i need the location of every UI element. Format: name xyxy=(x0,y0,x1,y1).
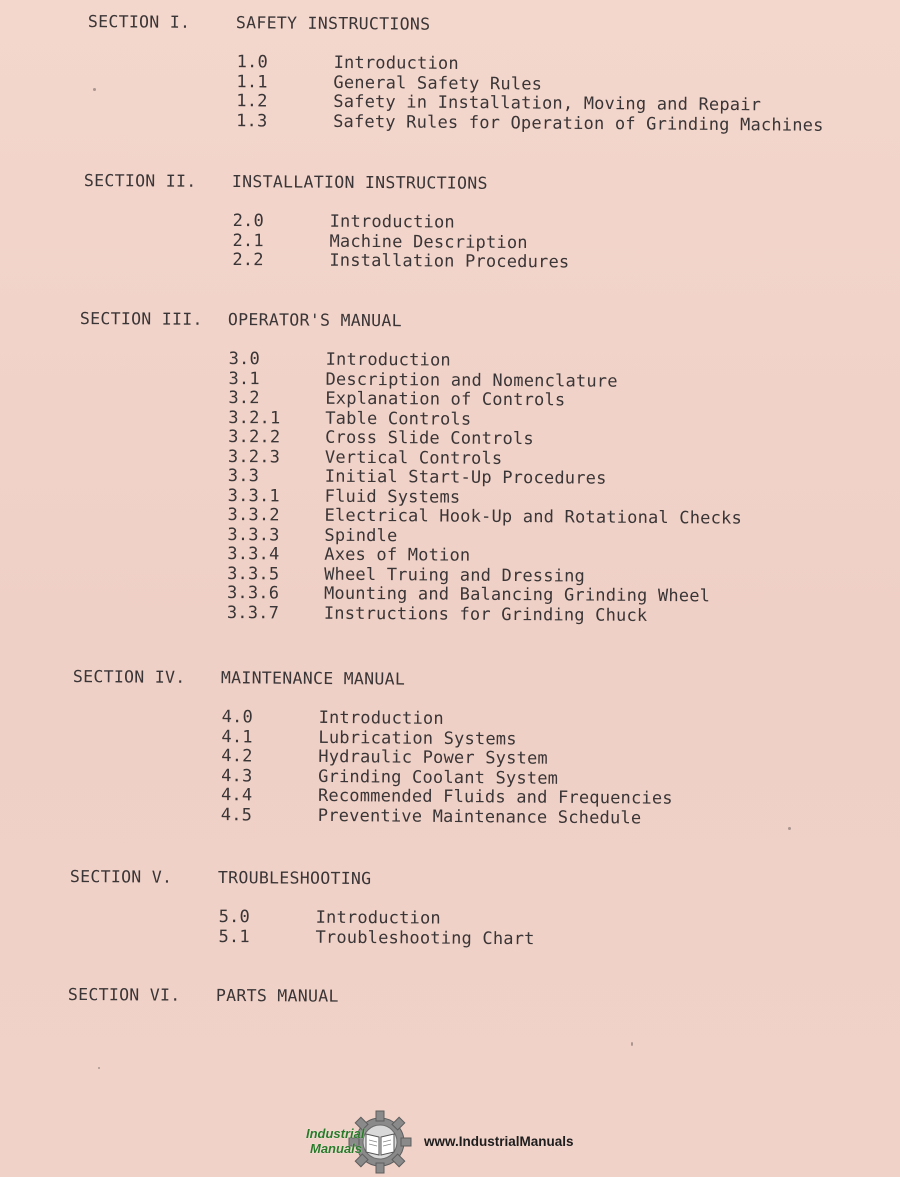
entry-number: 3.2.2 xyxy=(228,427,281,448)
entry-number: 4.1 xyxy=(221,726,253,747)
entry-number: 1.3 xyxy=(236,110,268,131)
section-items xyxy=(232,212,900,275)
section-number: SECTION II. xyxy=(83,171,197,191)
entry-number: 4.5 xyxy=(220,804,253,825)
entry-title: Introduction xyxy=(329,211,455,233)
section-items xyxy=(221,708,893,830)
section-title: OPERATOR'S MANUAL xyxy=(227,310,402,331)
section-items xyxy=(236,53,900,136)
entry-number: 5.1 xyxy=(218,926,250,947)
entry-title: Table Controls xyxy=(325,408,472,430)
entry-title: General Safety Rules xyxy=(333,72,543,95)
entry-number: 3.3.7 xyxy=(226,602,280,623)
entry-title: Vertical Controls xyxy=(324,447,503,469)
toc-entry xyxy=(232,251,900,275)
entry-number: 4.0 xyxy=(221,707,254,728)
section-items xyxy=(227,350,900,628)
entry-number: 3.0 xyxy=(228,349,261,370)
logo-url: www.IndustrialManuals xyxy=(424,1134,574,1149)
scan-speck xyxy=(93,88,96,91)
entry-number: 1.1 xyxy=(236,71,268,92)
entry-number: 3.3.5 xyxy=(227,563,280,584)
section-number: SECTION VI. xyxy=(67,985,181,1005)
entry-title: Electrical Hook-Up and Rotational Checks xyxy=(324,505,743,529)
entry-number: 2.2 xyxy=(232,250,264,271)
entry-number: 2.1 xyxy=(232,230,264,251)
entry-number: 3.3.6 xyxy=(226,583,280,604)
section-heading xyxy=(68,985,888,1010)
section-heading xyxy=(88,12,900,38)
entry-title: Introduction xyxy=(318,707,444,729)
section-number: SECTION III. xyxy=(79,309,203,329)
toc-entry xyxy=(221,806,892,831)
entry-number: 3.2.3 xyxy=(227,446,281,467)
section-number: SECTION IV. xyxy=(72,667,186,687)
section-number: SECTION V. xyxy=(69,867,173,887)
entry-title: Introduction xyxy=(333,52,459,74)
scan-speck xyxy=(98,1067,100,1069)
entry-number: 3.3 xyxy=(227,466,260,487)
entry-title: Introduction xyxy=(315,907,441,929)
entry-title: Description and Nomenclature xyxy=(325,369,618,392)
entry-number: 2.0 xyxy=(232,211,265,232)
logo-word-industrial: Industrial xyxy=(306,1126,365,1141)
toc-entry xyxy=(227,604,898,628)
section-heading xyxy=(70,867,890,893)
entry-title: Hydraulic Power System xyxy=(318,746,548,769)
entry-title: Fluid Systems xyxy=(324,486,461,508)
section-number: SECTION I. xyxy=(87,12,191,32)
entry-number: 3.3.4 xyxy=(227,544,280,565)
entry-number: 3.3.2 xyxy=(227,505,280,526)
logo-word-manuals: Manuals xyxy=(310,1141,363,1156)
entry-number: 3.1 xyxy=(228,368,260,389)
section-2 xyxy=(83,171,900,275)
section-1 xyxy=(87,12,900,136)
entry-number: 3.3.1 xyxy=(227,485,280,506)
toc-entry xyxy=(236,112,900,137)
entry-title: Axes of Motion xyxy=(324,544,471,566)
entry-title: Mounting and Balancing Grinding Wheel xyxy=(323,583,711,607)
entry-title: Grinding Coolant System xyxy=(318,766,559,789)
section-5 xyxy=(69,867,890,952)
section-6 xyxy=(68,985,888,1010)
section-items xyxy=(218,908,889,952)
section-4 xyxy=(72,667,893,830)
section-3 xyxy=(78,309,900,628)
entry-number: 4.4 xyxy=(220,785,253,806)
section-heading xyxy=(80,309,900,335)
entry-title: Safety in Installation, Moving and Repair xyxy=(333,91,762,116)
section-title: SAFETY INSTRUCTIONS xyxy=(235,13,431,34)
entry-title: Recommended Fluids and Frequencies xyxy=(317,785,673,809)
entry-number: 1.2 xyxy=(236,91,268,112)
section-title: PARTS MANUAL xyxy=(215,985,339,1006)
entry-title: Instructions for Grinding Chuck xyxy=(323,603,648,626)
entry-title: Wheel Truing and Dressing xyxy=(324,564,586,587)
entry-title: Preventive Maintenance Schedule xyxy=(317,805,642,828)
entry-title: Explanation of Controls xyxy=(325,388,566,411)
entry-title: Cross Slide Controls xyxy=(325,427,534,450)
entry-number: 3.2.1 xyxy=(228,407,281,428)
entry-title: Machine Description xyxy=(329,231,528,253)
scan-speck xyxy=(788,827,791,830)
entry-number: 4.2 xyxy=(221,746,253,767)
entry-title: Safety Rules for Operation of Grinding Machines xyxy=(333,111,824,136)
entry-number: 3.3.3 xyxy=(227,524,280,545)
entry-number: 1.0 xyxy=(236,52,269,73)
entry-title: Spindle xyxy=(324,525,398,546)
industrial-manuals-logo xyxy=(300,1108,610,1172)
section-title: TROUBLESHOOTING xyxy=(217,868,372,889)
entry-title: Lubrication Systems xyxy=(318,727,517,749)
entry-title: Initial Start-Up Procedures xyxy=(324,466,607,489)
section-title: INSTALLATION INSTRUCTIONS xyxy=(231,172,488,193)
scan-speck xyxy=(631,1042,633,1046)
section-title: MAINTENANCE MANUAL xyxy=(220,668,406,689)
entry-title: Introduction xyxy=(325,349,451,371)
entry-title: Installation Procedures xyxy=(329,250,570,273)
section-heading xyxy=(73,667,893,693)
section-heading xyxy=(84,171,900,197)
entry-number: 4.3 xyxy=(221,765,253,786)
entry-number: 3.2 xyxy=(228,388,260,409)
entry-title: Troubleshooting Chart xyxy=(315,927,535,949)
entry-number: 5.0 xyxy=(218,907,251,928)
toc-entry xyxy=(218,928,889,952)
